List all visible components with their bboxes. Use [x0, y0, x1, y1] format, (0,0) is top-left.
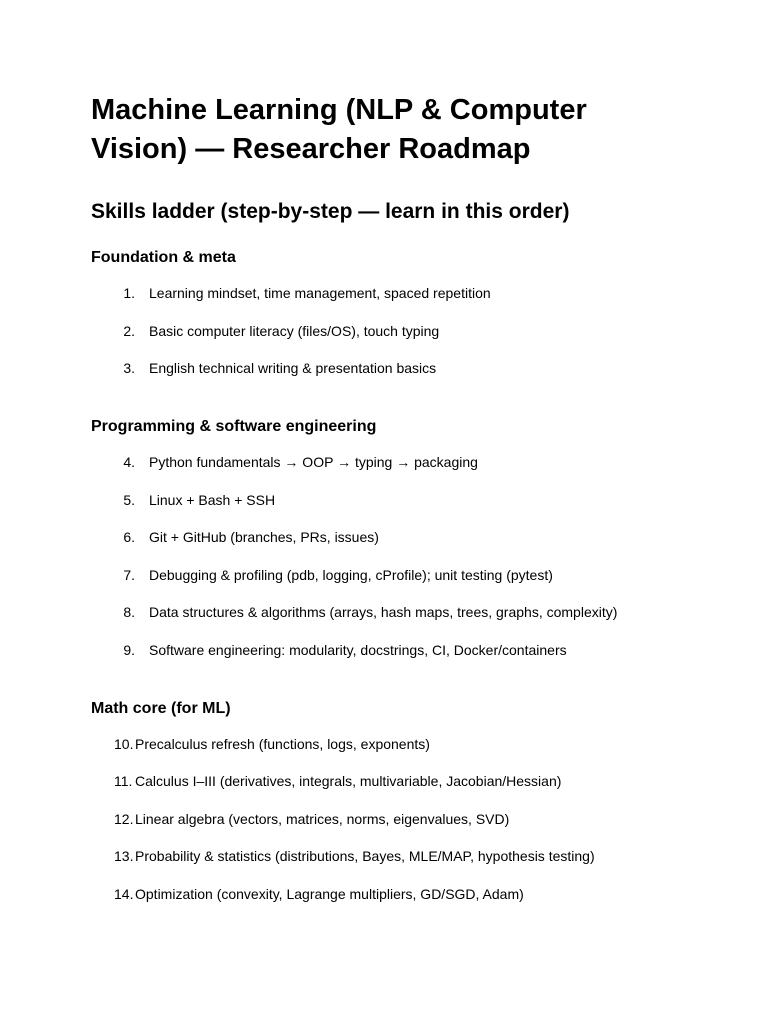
list-item-text: Optimization (convexity, Lagrange multipliers, GD/SGD, Adam)	[135, 885, 524, 902]
list-item-number: 13.	[114, 848, 134, 864]
list-item-text: Linux + Bash + SSH	[149, 491, 276, 508]
numbered-list	[91, 453, 768, 659]
list-item	[91, 603, 768, 621]
list-item-number: 5.	[123, 491, 135, 508]
list-item	[91, 641, 768, 659]
section-heading: Programming & software engineering	[91, 418, 377, 435]
numbered-list	[91, 735, 768, 903]
list-item	[91, 284, 768, 302]
list-item-text: Python fundamentals → OOP → typing → packaging	[149, 454, 478, 470]
list-item-number: 11.	[114, 773, 133, 789]
numbered-list	[91, 284, 768, 377]
list-item	[91, 566, 768, 584]
list-item	[91, 453, 768, 471]
list-item-number: 3.	[123, 360, 135, 376]
section-heading: Math core (for ML)	[91, 699, 231, 717]
list-item-text: Git + GitHub (branches, PRs, issues)	[149, 529, 379, 545]
list-item	[91, 491, 768, 509]
document-title: Machine Learning (NLP & Computer Vision) — Researcher Roadmap	[91, 94, 587, 165]
list-item-number: 4.	[123, 454, 135, 470]
list-item-text: English technical writing & presentation basics	[149, 360, 437, 376]
list-item	[91, 528, 768, 546]
list-item-number: 14.	[114, 885, 134, 902]
list-item-number: 2.	[123, 322, 135, 339]
list-item	[91, 885, 768, 903]
list-item-text: Probability & statistics (distributions, Bayes, MLE/MAP, hypothesis testing)	[135, 848, 595, 864]
list-item-text: Debugging & profiling (pdb, logging, cProfile); unit testing (pytest)	[149, 566, 553, 583]
section-heading: Foundation & meta	[91, 249, 236, 266]
list-item	[91, 847, 768, 865]
list-item	[91, 322, 768, 340]
list-item-number: 9.	[123, 641, 135, 658]
list-item-text: Software engineering: modularity, docstrings, CI, Docker/containers	[149, 641, 567, 658]
list-item-number: 10.	[114, 735, 134, 752]
sections-container	[91, 247, 768, 903]
list-item-text: Calculus I–III (derivatives, integrals, multivariable, Jacobian/Hessian)	[135, 773, 562, 789]
list-item-text: Precalculus refresh (functions, logs, exponents)	[135, 735, 430, 752]
list-item-text: Learning mindset, time management, spaced repetition	[149, 285, 491, 301]
list-item	[91, 359, 768, 377]
list-item-text: Linear algebra (vectors, matrices, norms, eigenvalues, SVD)	[135, 810, 510, 827]
list-item-text: Data structures & algorithms (arrays, hash maps, trees, graphs, complexity)	[149, 604, 618, 620]
section	[91, 698, 768, 903]
list-item-number: 7.	[123, 566, 135, 583]
list-item-number: 6.	[123, 529, 135, 545]
list-item-number: 8.	[123, 604, 135, 620]
section	[91, 247, 768, 377]
list-item	[91, 735, 768, 753]
skills-ladder-subtitle: Skills ladder (step-by-step — learn in this order)	[91, 200, 570, 223]
list-item-number: 1.	[123, 285, 135, 301]
list-item	[91, 772, 768, 790]
list-item	[91, 810, 768, 828]
section	[91, 416, 768, 659]
list-item-text: Basic computer literacy (files/OS), touch typing	[149, 322, 440, 339]
list-item-number: 12.	[114, 810, 134, 827]
